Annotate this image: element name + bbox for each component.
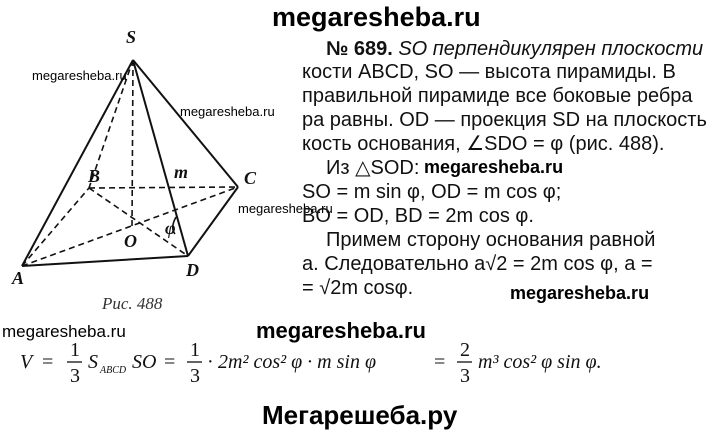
problem-line-4: ра равны. OD — проекция SD на плоскость <box>302 109 707 131</box>
watermark-bottom-left: megaresheba.ru <box>2 322 126 341</box>
formula-frac1-num: 1 <box>70 339 80 361</box>
watermark-footer: Мегарешеба.ру <box>262 400 458 430</box>
problem-number: № 689. <box>326 38 393 60</box>
problem-line-2: кости ABCD, SO — высота пирамиды. В <box>302 61 676 83</box>
formula-dot: · <box>207 351 214 373</box>
height-SO <box>132 60 133 228</box>
label-m: m <box>174 162 189 182</box>
formula-S-sub: ABCD <box>100 365 127 376</box>
edge-SA <box>22 60 133 266</box>
label-D: D <box>186 260 199 280</box>
problem-line-11: = √2m cosφ. <box>302 277 414 299</box>
label-B: B <box>88 166 101 186</box>
formula-eq-2: = <box>164 351 176 373</box>
pyramid-figure <box>0 20 300 320</box>
problem-line-9: Примем сторону основания равной <box>326 229 656 251</box>
formula-frac3-num: 2 <box>460 339 470 361</box>
label-C: C <box>244 168 257 188</box>
formula-middle: 2m² cos² φ · m sin φ <box>218 351 377 373</box>
watermark-figure-right: megaresheba.ru <box>238 201 333 216</box>
problem-line-10: a. Следовательно a√2 = 2m cos φ, a = <box>302 253 653 275</box>
label-O: O <box>124 231 137 251</box>
figure-caption: Рис. 488 <box>102 294 163 313</box>
formula-S: S <box>88 351 98 373</box>
formula-frac2-den: 3 <box>190 365 200 386</box>
problem-line-8: BO = OD, BD = 2m cos φ. <box>302 205 534 227</box>
formula-V: V <box>20 351 33 373</box>
watermark-text-mid: megaresheba.ru <box>424 157 564 177</box>
formula-SO: SO <box>132 351 157 373</box>
edge-AD <box>22 256 188 266</box>
label-phi: φ <box>165 218 176 238</box>
formula-frac2-num: 1 <box>190 339 200 361</box>
label-A: A <box>12 268 25 288</box>
problem-line-7: SO = m sin φ, OD = m cos φ; <box>302 181 562 203</box>
formula-end: m³ cos² φ sin φ. <box>478 351 602 373</box>
watermark-top: megaresheba.ru <box>272 2 481 32</box>
formula-frac3-den: 3 <box>460 365 470 386</box>
formula-eq-3: = <box>434 351 446 373</box>
problem-line-6: Из △SOD: <box>326 157 420 179</box>
watermark-text-right: megaresheba.ru <box>510 283 650 303</box>
watermark-figure-mid: megaresheba.ru <box>180 104 275 119</box>
edge-BC <box>89 187 238 188</box>
watermark-figure-left: megaresheba.ru <box>32 68 127 83</box>
formula-frac1-den: 3 <box>70 365 80 386</box>
problem-line-1: № 689. SO перпендикулярен плоскости <box>326 38 704 60</box>
volume-formula <box>14 338 654 386</box>
edge-SD <box>133 60 188 256</box>
problem-line-3: правильной пирамиде все боковые ребра <box>302 85 693 107</box>
label-S: S <box>126 27 137 47</box>
formula-eq-1: = <box>42 351 54 373</box>
problem-line-5: кость основания, ∠SDO = φ (рис. 488). <box>302 133 665 155</box>
edge-DC <box>188 187 238 256</box>
watermark-bottom-mid: megaresheba.ru <box>256 318 426 343</box>
diag-AC <box>22 187 238 266</box>
